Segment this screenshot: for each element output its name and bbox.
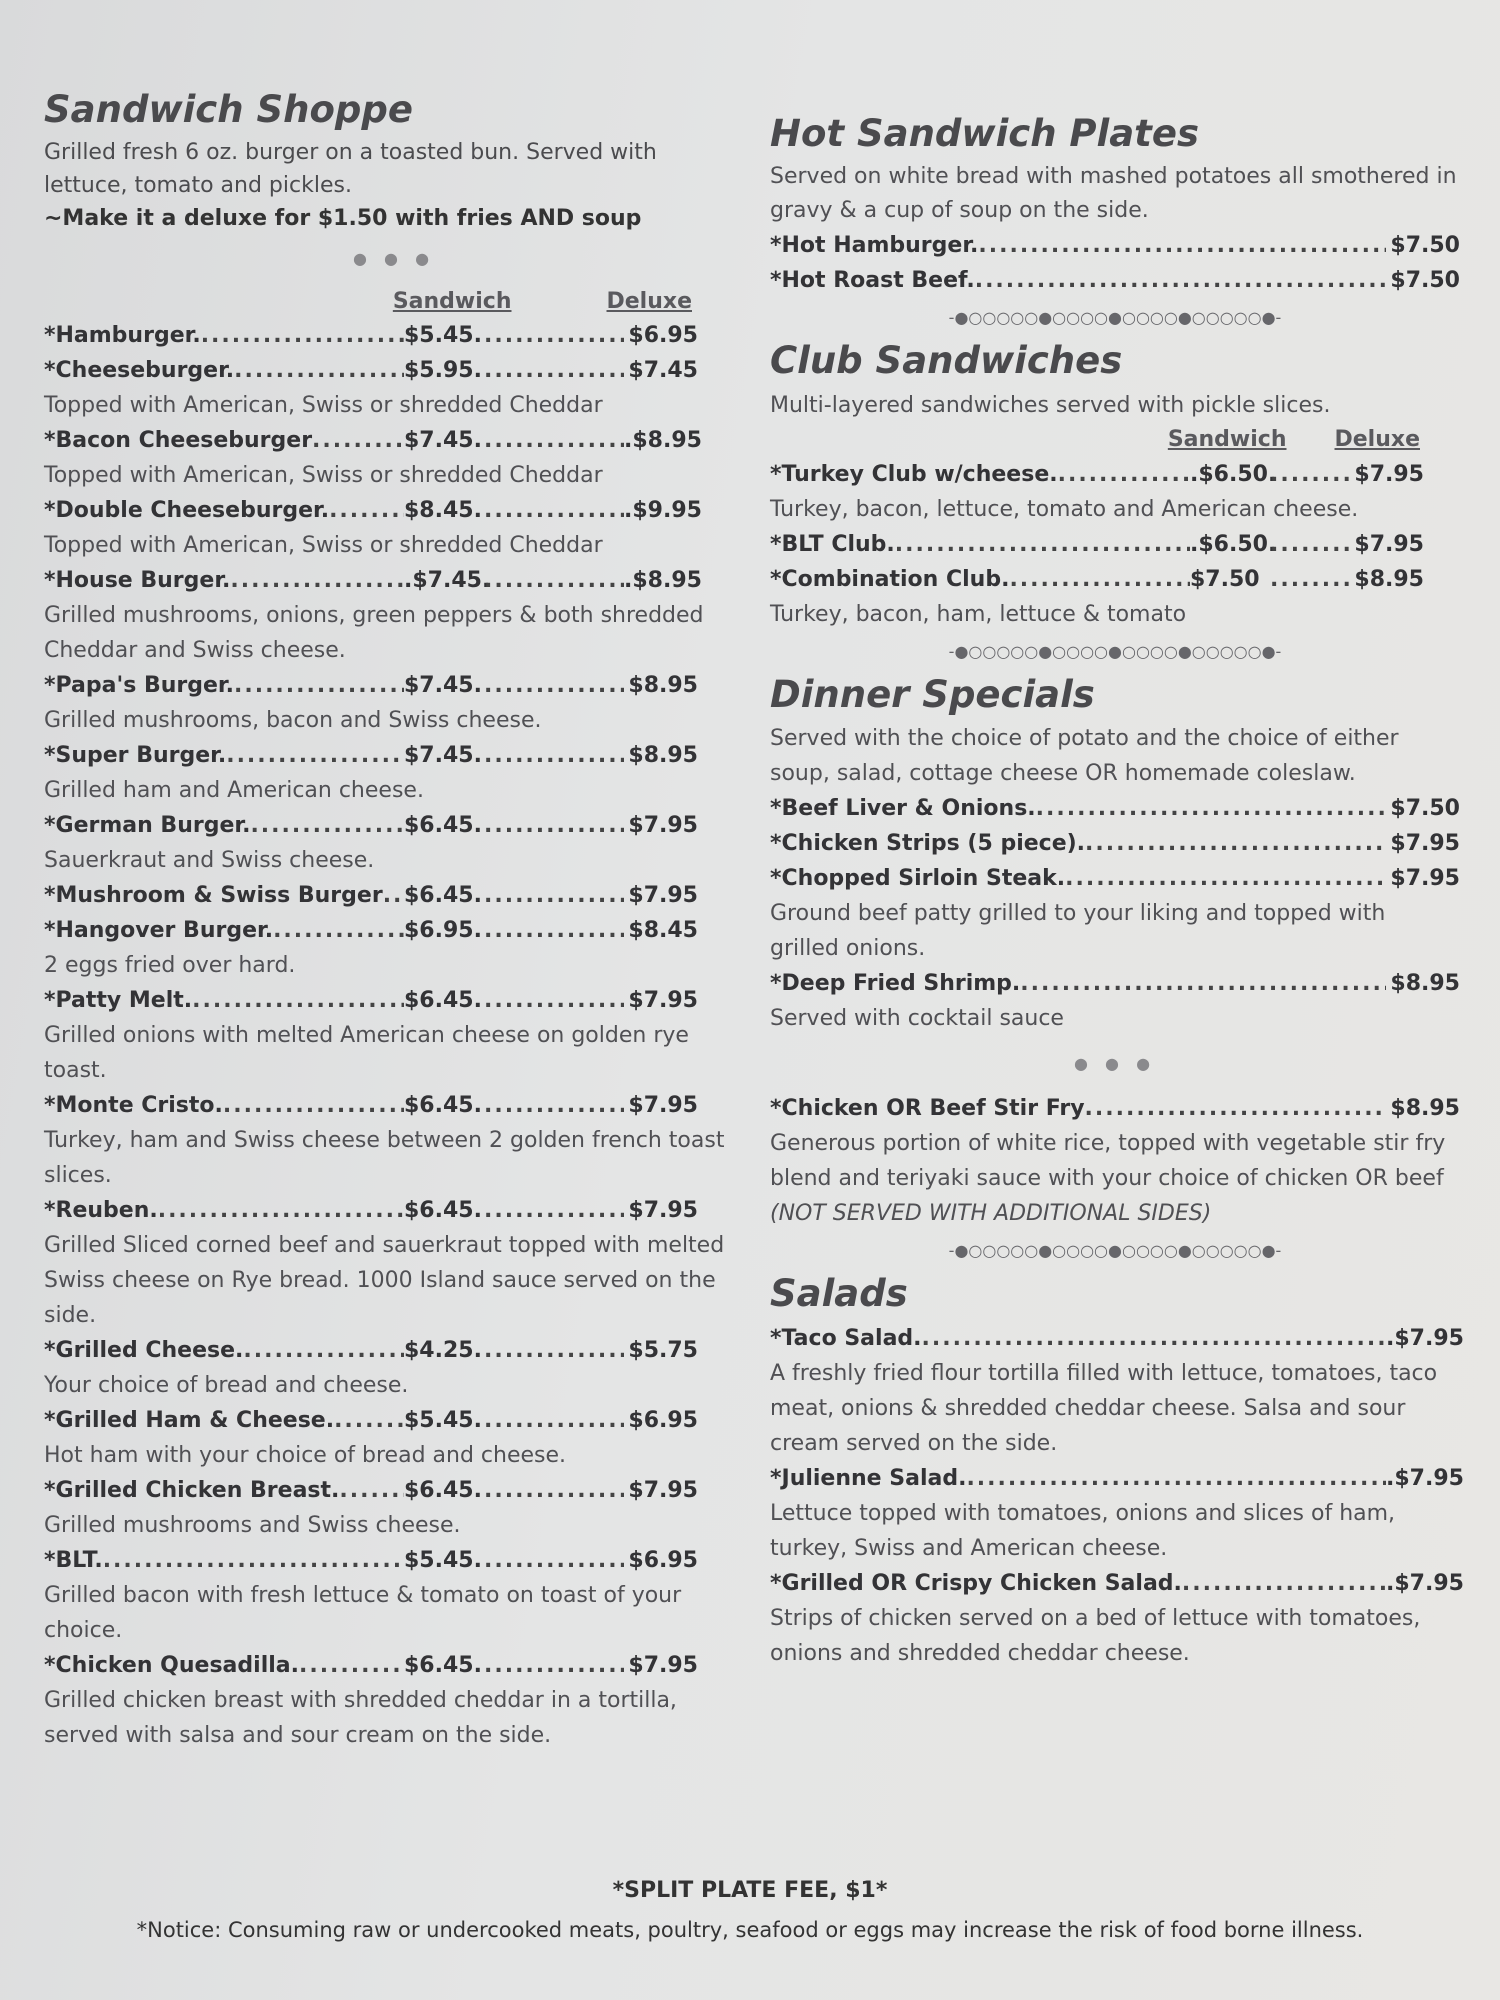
leader-dots bbox=[103, 1543, 404, 1578]
item-description: Grilled onions with melted American cheese on golden rye toast. bbox=[44, 1023, 689, 1084]
item-name-with-leader bbox=[44, 1648, 404, 1683]
leader-dots bbox=[484, 1543, 624, 1578]
leader-dots bbox=[250, 808, 404, 843]
item-description: Grilled mushrooms, onions, green peppers & both shredded Cheddar and Swiss cheese. bbox=[44, 603, 704, 664]
sandwich-price: $6.45. bbox=[404, 1093, 482, 1119]
leader-dots bbox=[484, 913, 624, 948]
leader-dots bbox=[1085, 1091, 1386, 1126]
item-price: $7.50 bbox=[1390, 233, 1460, 259]
item-name: *Hot Hamburger. bbox=[770, 233, 979, 259]
deluxe-column-header: Deluxe bbox=[606, 288, 692, 314]
leader-dots bbox=[1009, 562, 1190, 597]
menu-item bbox=[44, 738, 744, 773]
item-description: Turkey, ham and Swiss cheese between 2 golden french toast slices. bbox=[44, 1128, 725, 1189]
leader-dots bbox=[334, 1403, 404, 1438]
sandwich-price: $6.45. bbox=[404, 1478, 482, 1504]
item-price: $7.50 bbox=[1390, 268, 1460, 294]
item-description: Grilled ham and American cheese. bbox=[44, 778, 424, 804]
item-name-with-leader bbox=[44, 1473, 404, 1508]
item-name: *Double Cheeseburger. bbox=[44, 498, 330, 524]
club-item-list bbox=[770, 457, 1460, 632]
sandwich-price: $5.45. bbox=[404, 1408, 482, 1434]
deluxe-price: $8.45 bbox=[628, 918, 698, 944]
sandwich-column-header: Sandwich bbox=[392, 288, 512, 314]
leader-dots bbox=[1036, 791, 1386, 826]
item-name: *Julienne Salad. bbox=[770, 1465, 967, 1491]
hot-plates-item-list bbox=[770, 228, 1460, 298]
item-name: *Deep Fried Shrimp. bbox=[770, 971, 1021, 997]
sandwich-price: $7.45. bbox=[404, 673, 482, 699]
item-name: *Chopped Sirloin Steak. bbox=[770, 866, 1066, 892]
sandwich-price: $5.45. bbox=[404, 1548, 482, 1574]
menu-item bbox=[770, 562, 1460, 597]
item-name-with-leader bbox=[44, 983, 404, 1018]
sandwich-shoppe-title: Sandwich Shoppe bbox=[44, 88, 413, 131]
menu-item bbox=[44, 983, 744, 1018]
menu-item bbox=[770, 791, 1460, 826]
item-name: *Chicken Quesadilla. bbox=[44, 1653, 299, 1679]
menu-item bbox=[44, 878, 744, 913]
item-name-with-leader bbox=[770, 457, 1190, 492]
item-description: Grilled chicken breast with shredded cheddar in a tortilla, served with salsa and sour cream on the side. bbox=[44, 1688, 677, 1749]
leader-dots bbox=[299, 1648, 404, 1683]
leader-dots bbox=[1270, 562, 1350, 597]
club-sandwiches-title: Club Sandwiches bbox=[770, 339, 1123, 383]
leader-dots bbox=[484, 878, 624, 913]
deluxe-price: $6.95 bbox=[628, 1408, 698, 1434]
sandwich-intro-line-2: lettuce, tomato and pickles. bbox=[44, 173, 352, 199]
leader-dots bbox=[201, 318, 404, 353]
leader-dots bbox=[1065, 861, 1386, 896]
price-column-headers bbox=[44, 284, 744, 318]
menu-item bbox=[44, 1193, 744, 1228]
menu-item bbox=[44, 1648, 744, 1683]
deluxe-price: $7.95 bbox=[628, 1478, 698, 1504]
item-name-with-leader bbox=[44, 738, 404, 773]
item-description: Lettuce topped with tomatoes, onions and slices of ham, turkey, Swiss and American cheese. bbox=[770, 1500, 1396, 1561]
menu-item bbox=[44, 1088, 744, 1123]
item-name: *Bacon Cheeseburger bbox=[44, 428, 313, 454]
right-column bbox=[770, 112, 1464, 1671]
item-name: *House Burger. bbox=[44, 568, 231, 594]
item-name: *BLT. bbox=[44, 1548, 103, 1574]
item-name-with-leader bbox=[44, 563, 404, 598]
menu-item bbox=[44, 668, 744, 703]
menu-item bbox=[770, 457, 1460, 492]
leader-dots bbox=[1020, 966, 1386, 1001]
split-plate-fee: *SPLIT PLATE FEE, $1* bbox=[612, 1878, 888, 1903]
item-description: Topped with American, Swiss or shredded Cheddar bbox=[44, 463, 603, 489]
menu-item bbox=[44, 1473, 744, 1508]
item-description: Hot ham with your choice of bread and cheese. bbox=[44, 1443, 567, 1469]
club-price-column-headers bbox=[770, 423, 1460, 457]
leader-dots bbox=[484, 1333, 624, 1368]
leader-dots bbox=[1270, 457, 1350, 492]
leader-dots bbox=[484, 1648, 624, 1683]
ornament-divider: -●○○○○○●○○○○●○○○○●○○○○○●- bbox=[948, 308, 1282, 328]
item-name-with-leader bbox=[44, 1333, 404, 1368]
deluxe-note: ~Make it a deluxe for $1.50 with fries AND soup bbox=[44, 206, 642, 232]
item-name-with-leader bbox=[44, 1403, 404, 1438]
item-description: Grilled bacon with fresh lettuce & tomato on toast of your choice. bbox=[44, 1583, 682, 1644]
sandwich-intro-line-1: Grilled fresh 6 oz. burger on a toasted bun. Served with bbox=[44, 140, 657, 166]
sandwich-price: $5.45. bbox=[404, 323, 482, 349]
item-name: *Papa's Burger. bbox=[44, 673, 234, 699]
item-price: .$7.95 bbox=[1386, 1325, 1464, 1351]
item-name-with-leader bbox=[44, 493, 404, 528]
item-name: *German Burger. bbox=[44, 813, 251, 839]
item-price: $8.95 bbox=[1390, 971, 1460, 997]
menu-item bbox=[44, 493, 744, 528]
leader-dots bbox=[1085, 826, 1386, 861]
leader-dots bbox=[234, 353, 404, 388]
deluxe-price: $7.95 bbox=[628, 1198, 698, 1224]
leader-dots bbox=[484, 1193, 624, 1228]
item-name: *Super Burger. bbox=[44, 743, 227, 769]
deluxe-price: .$9.95 bbox=[624, 498, 702, 524]
leader-dots bbox=[339, 1473, 404, 1508]
item-name: *BLT Club. bbox=[770, 531, 895, 557]
sandwich-shoppe-section bbox=[44, 88, 744, 1753]
hot-plates-title: Hot Sandwich Plates bbox=[770, 112, 1199, 155]
item-price: $7.95 bbox=[1390, 831, 1460, 857]
item-price: $8.95 bbox=[1390, 1096, 1460, 1122]
menu-item bbox=[44, 1333, 744, 1368]
sandwich-price: $7.50 bbox=[1190, 566, 1260, 592]
item-description: Turkey, bacon, ham, lettuce & tomato bbox=[770, 601, 1187, 627]
item-name: *Hangover Burger. bbox=[44, 918, 274, 944]
deluxe-price: $7.95 bbox=[1354, 461, 1424, 487]
sandwich-price: $6.45. bbox=[404, 1198, 482, 1224]
leader-dots bbox=[895, 527, 1190, 562]
ornament-divider: -●○○○○○●○○○○●○○○○●○○○○○●- bbox=[948, 1241, 1282, 1261]
deluxe-price: $7.95 bbox=[628, 1093, 698, 1119]
sandwich-price: $8.45. bbox=[404, 498, 482, 524]
menu-item bbox=[770, 826, 1460, 861]
leader-dots bbox=[158, 1193, 404, 1228]
item-name-with-leader bbox=[770, 527, 1190, 562]
item-name: *Grilled Cheese. bbox=[44, 1338, 244, 1364]
dinner-intro: Served with the choice of potato and the choice of either soup, salad, cottage cheese OR homemade coleslaw. bbox=[770, 726, 1399, 787]
leader-dots bbox=[922, 1321, 1386, 1356]
leader-dots bbox=[243, 1333, 404, 1368]
consumer-advisory-notice: *Notice: Consuming raw or undercooked meats, poultry, seafood or eggs may increase the risk of food borne illness. bbox=[136, 1918, 1364, 1942]
menu-item bbox=[44, 913, 744, 948]
leader-dots bbox=[966, 1461, 1386, 1496]
menu-item bbox=[770, 263, 1460, 298]
sandwich-price: .$6.50. bbox=[1190, 461, 1277, 487]
menu-item bbox=[44, 353, 744, 388]
item-name-with-leader bbox=[44, 913, 404, 948]
deluxe-price: $5.75 bbox=[628, 1338, 698, 1364]
item-name: *Hot Roast Beef. bbox=[770, 268, 975, 294]
menu-item-stir-fry bbox=[770, 1091, 1460, 1126]
leader-dots bbox=[484, 1473, 624, 1508]
menu-item bbox=[44, 808, 744, 843]
item-name: *Grilled Chicken Breast. bbox=[44, 1478, 340, 1504]
item-name: *Mushroom & Swiss Burger bbox=[44, 883, 383, 909]
item-description: Your choice of bread and cheese. bbox=[44, 1373, 409, 1399]
item-description: Grilled Sliced corned beef and sauerkraut topped with melted Swiss cheese on Rye bread. 1000 Island sauce served on the side. bbox=[44, 1233, 725, 1329]
leader-dots bbox=[223, 1088, 404, 1123]
dinner-item-list bbox=[770, 791, 1460, 1036]
leader-dots bbox=[975, 263, 1386, 298]
salad-item-list bbox=[770, 1321, 1464, 1671]
item-name-with-leader bbox=[44, 318, 404, 353]
item-name-with-leader bbox=[44, 353, 404, 388]
deluxe-price: $8.95 bbox=[628, 743, 698, 769]
sandwich-price: .$6.50. bbox=[1190, 531, 1277, 557]
stir-fry-note: (NOT SERVED WITH ADDITIONAL SIDES) bbox=[770, 1201, 1212, 1227]
ornament-divider: -●○○○○○●○○○○●○○○○●○○○○○●- bbox=[948, 641, 1282, 661]
item-name-with-leader bbox=[44, 1088, 404, 1123]
item-name-with-leader bbox=[44, 423, 404, 458]
sandwich-price: $6.45. bbox=[404, 883, 482, 909]
item-name: *Grilled OR Crispy Chicken Salad. bbox=[770, 1570, 1182, 1596]
deluxe-price: $6.95 bbox=[628, 323, 698, 349]
item-description: 2 eggs fried over hard. bbox=[44, 953, 296, 979]
leader-dots bbox=[484, 738, 624, 773]
leader-dots bbox=[273, 913, 404, 948]
item-name: *Turkey Club w/cheese. bbox=[770, 461, 1058, 487]
item-name: *Patty Melt. bbox=[44, 988, 193, 1014]
item-name-with-leader bbox=[44, 1193, 404, 1228]
leader-dots bbox=[1182, 1566, 1386, 1601]
menu-item bbox=[44, 563, 744, 598]
menu-item bbox=[770, 966, 1460, 1001]
item-name: *Taco Salad. bbox=[770, 1325, 922, 1351]
item-description: Sauerkraut and Swiss cheese. bbox=[44, 848, 375, 874]
stir-fry-desc-text: Generous portion of white rice, topped with vegetable stir fry blend and teriyaki sauce with your choice of chicken OR beef bbox=[770, 1131, 1446, 1192]
sandwich-price: $4.25. bbox=[404, 1338, 482, 1364]
item-description: A freshly fried flour tortilla filled with lettuce, tomatoes, taco meat, onions & shredded cheddar cheese. Salsa and sour cream served on the side. bbox=[770, 1360, 1438, 1456]
club-sandwich-column-header: Sandwich bbox=[1167, 427, 1287, 453]
leader-dots bbox=[484, 983, 624, 1018]
deluxe-price: $6.95 bbox=[628, 1548, 698, 1574]
sandwich-price: $6.45. bbox=[404, 988, 482, 1014]
item-description: Grilled mushrooms, bacon and Swiss cheese. bbox=[44, 708, 542, 734]
menu-item bbox=[770, 228, 1460, 263]
item-name: *Cheeseburger. bbox=[44, 358, 235, 384]
item-name: *Chicken Strips (5 piece). bbox=[770, 831, 1086, 857]
leader-dots bbox=[383, 878, 404, 913]
item-name-with-leader bbox=[44, 878, 404, 913]
item-price: $7.50 bbox=[1390, 796, 1460, 822]
item-name: *Hamburger. bbox=[44, 323, 201, 349]
deluxe-price: $7.95 bbox=[628, 883, 698, 909]
leader-dots bbox=[329, 493, 404, 528]
leader-dots bbox=[312, 423, 404, 458]
leader-dots bbox=[484, 808, 624, 843]
item-name: *Beef Liver & Onions. bbox=[770, 796, 1036, 822]
leader-dots bbox=[978, 228, 1386, 263]
deluxe-price: .$8.95 bbox=[624, 568, 702, 594]
leader-dots bbox=[484, 668, 624, 703]
menu-item bbox=[44, 423, 744, 458]
item-price: .$7.95 bbox=[1386, 1570, 1464, 1596]
item-name-with-leader bbox=[44, 808, 404, 843]
item-name-with-leader bbox=[44, 668, 404, 703]
leader-dots bbox=[484, 1088, 624, 1123]
dots-separator: ● ● ● bbox=[1073, 1054, 1157, 1074]
leader-dots bbox=[484, 423, 624, 458]
club-deluxe-column-header: Deluxe bbox=[1334, 427, 1420, 453]
item-description: Topped with American, Swiss or shredded Cheddar bbox=[44, 533, 603, 559]
deluxe-price: .$8.95 bbox=[624, 428, 702, 454]
item-description: Served with cocktail sauce bbox=[770, 1006, 1064, 1032]
deluxe-price: $7.95 bbox=[628, 1653, 698, 1679]
item-name: *Chicken OR Beef Stir Fry bbox=[770, 1096, 1085, 1122]
menu-item bbox=[44, 1543, 744, 1578]
deluxe-price: $7.95 bbox=[628, 988, 698, 1014]
dinner-specials-title: Dinner Specials bbox=[770, 672, 1095, 716]
menu-item bbox=[770, 527, 1460, 562]
item-name: *Reuben. bbox=[44, 1198, 158, 1224]
menu-item bbox=[770, 1461, 1464, 1496]
leader-dots bbox=[484, 493, 624, 528]
menu-item bbox=[44, 318, 744, 353]
deluxe-price: $8.95 bbox=[628, 673, 698, 699]
sandwich-price: $6.95. bbox=[404, 918, 482, 944]
deluxe-price: $8.95 bbox=[1354, 566, 1424, 592]
item-description: Grilled mushrooms and Swiss cheese. bbox=[44, 1513, 461, 1539]
item-name-with-leader bbox=[44, 1543, 404, 1578]
leader-dots bbox=[484, 318, 624, 353]
leader-dots bbox=[230, 563, 404, 598]
item-price: .$7.95 bbox=[1386, 1465, 1464, 1491]
dots-separator: ● ● ● bbox=[352, 249, 436, 269]
item-price: $7.95 bbox=[1390, 866, 1460, 892]
sandwich-price: $5.95. bbox=[404, 358, 482, 384]
item-name: *Combination Club. bbox=[770, 566, 1010, 592]
menu-item bbox=[770, 861, 1460, 896]
sandwich-price: $7.45. bbox=[404, 428, 482, 454]
deluxe-price: $7.95 bbox=[628, 813, 698, 839]
menu-item bbox=[770, 1566, 1464, 1601]
hot-plates-intro: Served on white bread with mashed potatoes all smothered in gravy & a cup of soup on the side. bbox=[770, 164, 1457, 224]
item-name: *Monte Cristo. bbox=[44, 1093, 223, 1119]
sandwich-price: $7.45. bbox=[404, 743, 482, 769]
item-description: Topped with American, Swiss or shredded Cheddar bbox=[44, 393, 603, 419]
item-name-with-leader bbox=[770, 562, 1190, 597]
sandwich-price: $6.45. bbox=[404, 813, 482, 839]
leader-dots bbox=[192, 983, 404, 1018]
leader-dots bbox=[1270, 527, 1350, 562]
sandwich-item-list bbox=[44, 318, 744, 1753]
item-name: *Grilled Ham & Cheese. bbox=[44, 1408, 335, 1434]
item-description: Strips of chicken served on a bed of lettuce with tomatoes, onions and shredded cheddar cheese. bbox=[770, 1605, 1421, 1666]
sandwich-price: $6.45. bbox=[404, 1653, 482, 1679]
club-intro: Multi-layered sandwiches served with pickle slices. bbox=[770, 392, 1331, 418]
salads-title: Salads bbox=[770, 1272, 908, 1316]
leader-dots bbox=[226, 738, 404, 773]
item-description: Turkey, bacon, lettuce, tomato and American cheese. bbox=[770, 496, 1359, 522]
sandwich-price: .$7.45. bbox=[404, 568, 491, 594]
leader-dots bbox=[234, 668, 404, 703]
deluxe-price: $7.45 bbox=[628, 358, 698, 384]
leader-dots bbox=[1058, 457, 1190, 492]
menu-item bbox=[44, 1403, 744, 1438]
item-description: Ground beef patty grilled to your liking and topped with grilled onions. bbox=[770, 901, 1386, 962]
leader-dots bbox=[484, 563, 624, 598]
leader-dots bbox=[484, 1403, 624, 1438]
leader-dots bbox=[484, 353, 624, 388]
stir-fry-description bbox=[770, 1126, 1460, 1231]
menu-item bbox=[770, 1321, 1464, 1356]
deluxe-price: $7.95 bbox=[1354, 531, 1424, 557]
